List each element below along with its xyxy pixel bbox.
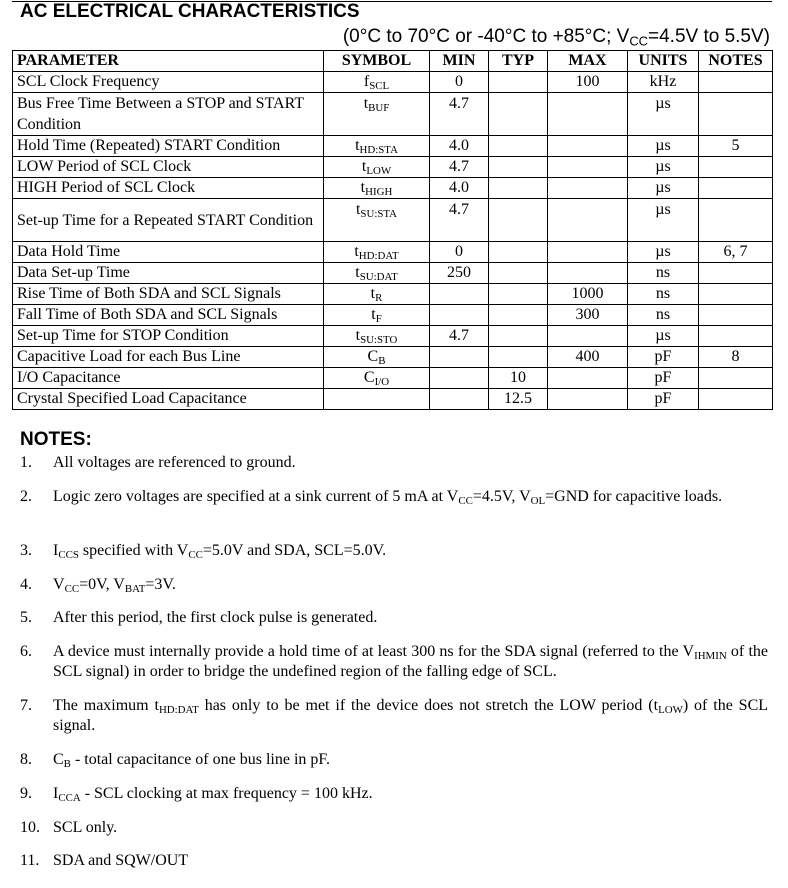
table-header-row [13, 51, 773, 72]
table-row [13, 263, 773, 284]
cell-typ [489, 305, 548, 326]
cell-notes [699, 284, 773, 305]
cell-units: pF [628, 368, 699, 389]
table-row [13, 326, 773, 347]
cell-units: µs [628, 199, 699, 242]
cell-parameter: SCL Clock Frequency [13, 72, 324, 93]
cell-notes: 5 [699, 136, 773, 157]
table-row [13, 284, 773, 305]
conditions-suffix: =4.5V to 5.5V) [648, 26, 770, 47]
cell-units: µs [628, 242, 699, 263]
cell-units: µs [628, 157, 699, 178]
note-item: 7. The maximum $t_{HD:DAT}$ has only to be met if the device does not stretch the LOW period $(t_{LOW})$ of the SCL signal. [20, 697, 769, 734]
cell-min: 250 [430, 263, 489, 284]
cell-parameter: Hold Time (Repeated) START Condition [13, 136, 324, 157]
cell-typ [489, 263, 548, 284]
cell-symbol: $t_{BUF}$ [324, 93, 430, 136]
cell-parameter: LOW Period of SCL Clock [13, 157, 324, 178]
cell-units: µs [628, 326, 699, 347]
header-typ: TYP [489, 51, 548, 72]
header-symbol: SYMBOL [324, 51, 430, 72]
cell-symbol: $t_F$ [324, 305, 430, 326]
header-parameter: PARAMETER [13, 51, 324, 72]
cell-min [430, 368, 489, 389]
notes-heading: NOTES: [20, 429, 92, 450]
note-item: 3. $I_{CCS}$ specified with $V_{CC}=5.0V$ and SDA, SCL=5.0V. [20, 542, 387, 562]
cell-symbol: $t_{LOW}$ [324, 157, 430, 178]
cell-max [548, 368, 628, 389]
cell-units: pF [628, 389, 699, 410]
cell-max [548, 136, 628, 157]
note-item: 6. A device must internally provide a hold time of at least 300 ns for the SDA signal (referred to the $V_{IHMIN}$ of the SCL signal) in order to bridge the undefined region of the falling edge of SCL. [20, 643, 768, 680]
header-max: MAX [548, 51, 628, 72]
cell-symbol: $t_{HD:DAT}$ [324, 242, 430, 263]
cell-min: 0 [430, 72, 489, 93]
cell-notes [699, 72, 773, 93]
cell-min: 4.0 [430, 178, 489, 199]
operating-conditions [343, 26, 770, 48]
conditions-subscript: CC [629, 33, 648, 49]
note-item: 1. All voltages are referenced to ground. [20, 454, 296, 471]
cell-min: 4.0 [430, 136, 489, 157]
cell-units: µs [628, 178, 699, 199]
table-row [13, 347, 773, 368]
note-item: 2. Logic zero voltages are specified at a sink current of 5 mA at $V_{CC}=4.5V$, $V_{OL}=GND$ for capacitive loads. [20, 488, 723, 508]
cell-max [548, 199, 628, 242]
cell-typ [489, 93, 548, 136]
cell-parameter: Crystal Specified Load Capacitance [13, 389, 324, 410]
cell-units: pF [628, 347, 699, 368]
cell-units: µs [628, 93, 699, 136]
cell-notes [699, 157, 773, 178]
cell-symbol: $f_{SCL}$ [324, 72, 430, 93]
cell-min: 4.7 [430, 157, 489, 178]
cell-min [430, 389, 489, 410]
section-title: AC ELECTRICAL CHARACTERISTICS [20, 1, 360, 22]
cell-units: ns [628, 305, 699, 326]
cell-max: 100 [548, 72, 628, 93]
cell-max [548, 178, 628, 199]
cell-max [548, 326, 628, 347]
note-item: 11. SDA and SQW/OUT [20, 852, 189, 869]
cell-notes [699, 178, 773, 199]
note-item: 5. After this period, the first clock pulse is generated. [20, 609, 378, 626]
table-row [13, 178, 773, 199]
cell-min [430, 347, 489, 368]
cell-typ [489, 157, 548, 178]
cell-typ [489, 178, 548, 199]
cell-min: 4.7 [430, 93, 489, 136]
cell-symbol: $t_{HIGH}$ [324, 178, 430, 199]
cell-min [430, 284, 489, 305]
cell-min [430, 305, 489, 326]
cell-symbol: $C_{I/O}$ [324, 368, 430, 389]
cell-max [548, 242, 628, 263]
cell-typ [489, 136, 548, 157]
ac-characteristics-table [12, 50, 773, 410]
cell-symbol: $t_{SU:STA}$ [324, 199, 430, 242]
cell-parameter: Rise Time of Both SDA and SCL Signals [13, 284, 324, 305]
cell-min: 0 [430, 242, 489, 263]
cell-parameter: Bus Free Time Between a STOP and START Condition [13, 93, 324, 136]
cell-symbol [324, 389, 430, 410]
cell-units: ns [628, 284, 699, 305]
cell-max: 400 [548, 347, 628, 368]
cell-typ [489, 242, 548, 263]
note-item: 4. $V_{CC}=0V$, $V_{BAT}=3V$. [20, 576, 176, 596]
cell-max [548, 157, 628, 178]
cell-symbol: $C_B$ [324, 347, 430, 368]
cell-parameter: Capacitive Load for each Bus Line [13, 347, 324, 368]
cell-typ: 12.5 [489, 389, 548, 410]
cell-notes [699, 305, 773, 326]
cell-max: 1000 [548, 284, 628, 305]
cell-parameter: Set-up Time for STOP Condition [13, 326, 324, 347]
cell-parameter: Data Hold Time [13, 242, 324, 263]
cell-notes [699, 326, 773, 347]
header-notes: NOTES [699, 51, 773, 72]
cell-parameter: Fall Time of Both SDA and SCL Signals [13, 305, 324, 326]
note-item: 8. $C_B$ - total capacitance of one bus line in pF. [20, 751, 331, 771]
cell-min: 4.7 [430, 199, 489, 242]
cell-typ: 10 [489, 368, 548, 389]
cell-max: 300 [548, 305, 628, 326]
table-row [13, 242, 773, 263]
cell-parameter: HIGH Period of SCL Clock [13, 178, 324, 199]
table-row [13, 368, 773, 389]
cell-notes: 8 [699, 347, 773, 368]
cell-max [548, 389, 628, 410]
cell-notes [699, 199, 773, 242]
table-row [13, 157, 773, 178]
note-item: 10. SCL only. [20, 819, 118, 836]
table-row [13, 72, 773, 93]
cell-notes [699, 93, 773, 136]
table-row [13, 305, 773, 326]
conditions-prefix: (0°C to 70°C or -40°C to +85°C; V [342, 26, 630, 47]
cell-min: 4.7 [430, 326, 489, 347]
cell-notes [699, 389, 773, 410]
cell-symbol: $t_{SU:STO}$ [324, 326, 430, 347]
cell-notes [699, 263, 773, 284]
cell-symbol: $t_R$ [324, 284, 430, 305]
table-row [13, 93, 773, 136]
cell-units: ns [628, 263, 699, 284]
cell-units: kHz [628, 72, 699, 93]
header-units: UNITS [628, 51, 699, 72]
note-item: 9. $I_{CCA}$ - SCL clocking at max frequency = 100 kHz. [20, 785, 373, 805]
cell-max [548, 93, 628, 136]
cell-parameter: I/O Capacitance [13, 368, 324, 389]
cell-typ [489, 199, 548, 242]
cell-typ [489, 284, 548, 305]
cell-symbol: $t_{SU:DAT}$ [324, 263, 430, 284]
cell-parameter: Set-up Time for a Repeated START Condition [13, 199, 324, 242]
cell-typ [489, 326, 548, 347]
cell-typ [489, 347, 548, 368]
cell-typ [489, 72, 548, 93]
table-row [13, 389, 773, 410]
cell-notes [699, 368, 773, 389]
cell-notes: 6, 7 [699, 242, 773, 263]
cell-parameter: Data Set-up Time [13, 263, 324, 284]
table-row [13, 199, 773, 242]
header-min: MIN [430, 51, 489, 72]
table-row [13, 136, 773, 157]
cell-symbol: $t_{HD:STA}$ [324, 136, 430, 157]
cell-max [548, 263, 628, 284]
cell-units: µs [628, 136, 699, 157]
